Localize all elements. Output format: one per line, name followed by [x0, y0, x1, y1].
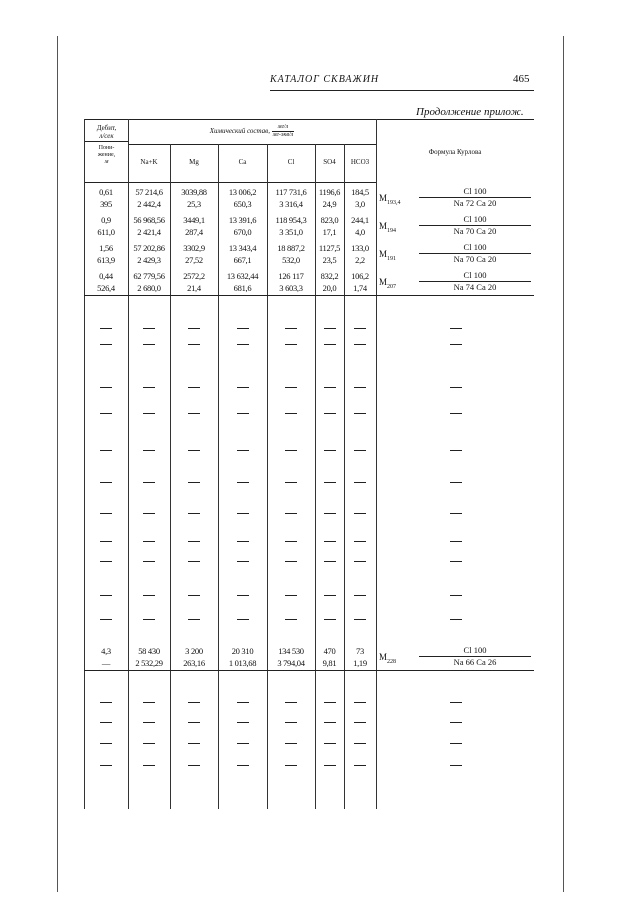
formula-mineralization: $M_{194}$: [379, 221, 397, 234]
cell-so4: 1127,5: [318, 243, 341, 253]
empty-dash: [237, 702, 249, 703]
formula-fraction: [419, 242, 531, 265]
empty-dash: [237, 482, 249, 483]
empty-dash: [143, 722, 155, 723]
empty-dash: [100, 450, 112, 451]
formula-anions: Cl 100: [419, 270, 531, 282]
cell-debit: 0,61: [99, 187, 113, 197]
empty-dash: [450, 482, 462, 483]
empty-dash: [324, 413, 336, 414]
cell-nak: 57 202,86: [133, 243, 165, 253]
empty-dash: [354, 541, 366, 542]
empty-dash: [324, 702, 336, 703]
empty-dash: [354, 413, 366, 414]
empty-dash: [450, 722, 462, 723]
cell-cl: 126 117: [278, 271, 304, 281]
empty-dash: [188, 619, 200, 620]
cell-ca: 13 006,2: [228, 187, 257, 197]
empty-dash: [354, 595, 366, 596]
empty-dash: [285, 743, 297, 744]
empty-dash: [354, 513, 366, 514]
empty-dash: [285, 344, 297, 345]
cell-nak: 58 430: [138, 646, 160, 656]
running-head: КАТАЛОГ СКВАЖИН: [270, 74, 380, 85]
cell-nak: 62 779,56: [133, 271, 165, 281]
cell-debit: 0,9: [101, 215, 111, 225]
empty-dash: [143, 482, 155, 483]
empty-dash: [450, 765, 462, 766]
empty-dash: [188, 561, 200, 562]
cell-mg: 2572,2: [183, 271, 205, 281]
empty-dash: [324, 387, 336, 388]
cell-hco3: 106,2: [351, 271, 369, 281]
cell-so4: 23,5: [322, 255, 337, 265]
formula-cations: Na 74 Ca 20: [453, 282, 497, 292]
empty-dash: [100, 595, 112, 596]
mg-header: Mg: [189, 158, 199, 166]
empty-dash: [285, 328, 297, 329]
cell-cl: 18 887,2: [277, 243, 305, 253]
cell-ca: 650,3: [233, 199, 252, 209]
cell-hco3: 3,0: [355, 199, 365, 209]
empty-dash: [450, 387, 462, 388]
empty-dash: [143, 743, 155, 744]
empty-dash: [143, 541, 155, 542]
cell-cl: 3 603,3: [279, 283, 303, 293]
empty-dash: [450, 413, 462, 414]
empty-dash: [143, 450, 155, 451]
empty-dash: [354, 482, 366, 483]
empty-dash: [354, 743, 366, 744]
formula-cations: Na 70 Ca 20: [453, 254, 497, 264]
empty-dash: [324, 482, 336, 483]
empty-dash: [285, 765, 297, 766]
empty-dash: [450, 561, 462, 562]
cell-nak: 2 442,4: [137, 199, 161, 209]
empty-dash: [450, 328, 462, 329]
empty-dash: [324, 722, 336, 723]
cell-cl: 134 530: [278, 646, 304, 656]
empty-dash: [285, 450, 297, 451]
empty-dash: [188, 765, 200, 766]
empty-dash: [143, 413, 155, 414]
empty-dash: [188, 482, 200, 483]
empty-dash: [237, 765, 249, 766]
cell-mg: 27,52: [185, 255, 203, 265]
formula-fraction: [419, 214, 531, 237]
empty-dash: [324, 619, 336, 620]
cell-so4: 823,0: [320, 215, 339, 225]
cell-cl: 532,0: [282, 255, 300, 265]
formula-anions: Cl 100: [419, 242, 531, 254]
formula-fraction: [419, 270, 531, 293]
cell-mg: 21,4: [187, 283, 201, 293]
empty-dash: [324, 595, 336, 596]
empty-dash: [285, 513, 297, 514]
empty-dash: [100, 722, 112, 723]
empty-dash: [450, 743, 462, 744]
col-rule-7: [376, 119, 377, 809]
cell-so4: 470: [323, 646, 336, 656]
empty-dash: [354, 344, 366, 345]
debit-header-rule: [84, 141, 128, 142]
cell-mg: 25,3: [187, 199, 201, 209]
cell-hco3: 73: [356, 646, 364, 656]
cell-ca: 681,6: [233, 283, 252, 293]
empty-dash: [237, 619, 249, 620]
cell-cl: 117 731,6: [275, 187, 307, 197]
empty-dash: [100, 513, 112, 514]
cell-nak: 2 680,0: [137, 283, 161, 293]
cell-nak: 2 421,4: [137, 227, 161, 237]
drawdown-header: Пони- жение, м: [97, 145, 116, 165]
formula-fraction: [419, 186, 531, 209]
cell-mg: 287,4: [185, 227, 203, 237]
cell-so4: 832,2: [320, 271, 339, 281]
empty-dash: [450, 513, 462, 514]
cell-nak: 2 532,29: [135, 658, 163, 668]
page-right-rule: [563, 36, 564, 892]
empty-dash: [188, 328, 200, 329]
formula-anions: Cl 100: [419, 214, 531, 226]
empty-dash: [450, 344, 462, 345]
empty-dash: [100, 765, 112, 766]
empty-dash: [324, 328, 336, 329]
empty-dash: [237, 328, 249, 329]
cell-debit: 395: [100, 199, 112, 209]
cell-cl: 3 794,04: [277, 658, 305, 668]
empty-dash: [324, 541, 336, 542]
empty-dash: [100, 413, 112, 414]
empty-dash: [143, 344, 155, 345]
cell-cl: 3 351,0: [279, 227, 303, 237]
cell-so4: 9,81: [322, 658, 337, 668]
empty-dash: [285, 561, 297, 562]
empty-dash: [143, 387, 155, 388]
empty-dash: [285, 619, 297, 620]
cell-debit: 526,4: [97, 283, 115, 293]
empty-dash: [354, 387, 366, 388]
empty-dash: [143, 561, 155, 562]
formula-cations: Na 72 Ca 20: [453, 198, 497, 208]
empty-dash: [285, 387, 297, 388]
empty-dash: [354, 450, 366, 451]
chem-header-rule: [128, 144, 376, 145]
cell-hco3: 1,19: [353, 658, 367, 668]
cell-debit: 0,44: [99, 271, 113, 281]
empty-dash: [100, 541, 112, 542]
cell-debit: —: [101, 658, 111, 668]
cell-ca: 13 391,6: [228, 215, 257, 225]
empty-dash: [450, 541, 462, 542]
empty-dash: [143, 595, 155, 596]
empty-dash: [285, 482, 297, 483]
cell-ca: 20 310: [231, 646, 254, 656]
cell-nak: 56 968,56: [133, 215, 165, 225]
empty-dash: [100, 619, 112, 620]
cell-so4: 17,1: [322, 227, 337, 237]
debit-header: Дебит, л/сек: [96, 124, 117, 141]
cell-ca: 670,0: [233, 227, 252, 237]
empty-dash: [354, 765, 366, 766]
empty-dash: [237, 413, 249, 414]
table-top-rule: [84, 119, 534, 120]
empty-dash: [143, 702, 155, 703]
page-left-rule: [57, 36, 58, 892]
so4-header: SO4: [323, 158, 336, 166]
empty-dash: [450, 450, 462, 451]
cell-so4: 24,9: [322, 199, 337, 209]
cell-ca: 13 632,44: [226, 271, 259, 281]
empty-dash: [285, 702, 297, 703]
formula-mineralization: $M_{228}$: [379, 652, 397, 665]
empty-dash: [100, 482, 112, 483]
cell-hco3: 4,0: [355, 227, 365, 237]
cl-header: Cl: [287, 158, 295, 166]
cell-ca: 13 343,4: [228, 243, 257, 253]
formula-mineralization: $M_{193,4}$: [379, 193, 401, 206]
hco3-header: HCO3: [350, 158, 370, 166]
empty-dash: [188, 344, 200, 345]
empty-dash: [237, 743, 249, 744]
empty-dash: [237, 344, 249, 345]
formula-mineralization: $M_{191}$: [379, 249, 397, 262]
empty-dash: [188, 387, 200, 388]
empty-dash: [324, 513, 336, 514]
empty-dash: [143, 328, 155, 329]
cell-debit: 4,3: [101, 646, 111, 656]
empty-dash: [143, 619, 155, 620]
empty-dash: [237, 513, 249, 514]
cell-debit: 613,9: [97, 255, 115, 265]
empty-dash: [237, 387, 249, 388]
empty-dash: [143, 513, 155, 514]
chem-unit-fraction: $\frac{мг/л}{\text{мг-экв/л}}$: [272, 124, 294, 138]
empty-dash: [188, 513, 200, 514]
formula-cations: Na 66 Ca 26: [453, 657, 497, 667]
cell-hco3: 133,0: [351, 243, 369, 253]
cell-hco3: 2,2: [355, 255, 365, 265]
page-number: 465: [513, 73, 530, 85]
empty-dash: [143, 765, 155, 766]
empty-dash: [100, 328, 112, 329]
group-rule-1: [84, 295, 534, 296]
cell-ca: 667,1: [233, 255, 252, 265]
empty-dash: [188, 541, 200, 542]
empty-dash: [324, 344, 336, 345]
cell-cl: 3 316,4: [279, 199, 303, 209]
ca-header: Ca: [238, 158, 247, 166]
cell-cl: 118 954,3: [275, 215, 307, 225]
cell-mg: 3 200: [185, 646, 203, 656]
cell-mg: 3039,88: [181, 187, 207, 197]
cell-hco3: 244,1: [351, 215, 369, 225]
formula-cations: Na 70 Ca 20: [453, 226, 497, 236]
empty-dash: [237, 541, 249, 542]
cell-mg: 3302,9: [183, 243, 205, 253]
cell-hco3: 184,5: [351, 187, 369, 197]
empty-dash: [450, 702, 462, 703]
empty-dash: [354, 561, 366, 562]
group-rule-2: [84, 670, 534, 671]
formula-header: Формула Курлова: [428, 148, 482, 156]
formula-anions: Cl 100: [419, 186, 531, 198]
empty-dash: [188, 450, 200, 451]
empty-dash: [100, 387, 112, 388]
empty-dash: [285, 413, 297, 414]
formula-mineralization: $M_{207}$: [379, 277, 397, 290]
cell-nak: 2 429,3: [137, 255, 161, 265]
empty-dash: [324, 765, 336, 766]
empty-dash: [324, 450, 336, 451]
empty-dash: [100, 702, 112, 703]
cell-so4: 20,0: [322, 283, 337, 293]
cell-so4: 1196,6: [318, 187, 341, 197]
chem-header: Химический состав, $\frac{мг/л}{\text{мг-экв/л}}$: [209, 124, 294, 138]
cell-mg: 263,16: [183, 658, 205, 668]
cell-ca: 1 013,68: [228, 658, 257, 668]
empty-dash: [188, 743, 200, 744]
empty-dash: [324, 561, 336, 562]
nak-header: Na+K: [140, 158, 158, 166]
continuation-label: Продолжение прилож.: [416, 106, 524, 118]
empty-dash: [237, 722, 249, 723]
empty-dash: [188, 722, 200, 723]
empty-dash: [237, 595, 249, 596]
formula-fraction: [419, 645, 531, 668]
empty-dash: [354, 722, 366, 723]
empty-dash: [188, 413, 200, 414]
empty-dash: [354, 619, 366, 620]
header-rule: [270, 90, 534, 91]
empty-dash: [237, 450, 249, 451]
empty-dash: [100, 743, 112, 744]
empty-dash: [285, 595, 297, 596]
cell-hco3: 1,74: [353, 283, 367, 293]
empty-dash: [354, 328, 366, 329]
empty-dash: [450, 595, 462, 596]
empty-dash: [188, 702, 200, 703]
cell-mg: 3449,1: [183, 215, 205, 225]
empty-dash: [100, 344, 112, 345]
empty-dash: [285, 722, 297, 723]
empty-dash: [285, 541, 297, 542]
empty-dash: [100, 561, 112, 562]
empty-dash: [188, 595, 200, 596]
empty-dash: [324, 743, 336, 744]
cell-nak: 57 214,6: [135, 187, 163, 197]
empty-dash: [450, 619, 462, 620]
cell-debit: 611,0: [97, 227, 115, 237]
empty-dash: [237, 561, 249, 562]
formula-anions: Cl 100: [419, 645, 531, 657]
cell-debit: 1,56: [99, 243, 113, 253]
empty-dash: [354, 702, 366, 703]
